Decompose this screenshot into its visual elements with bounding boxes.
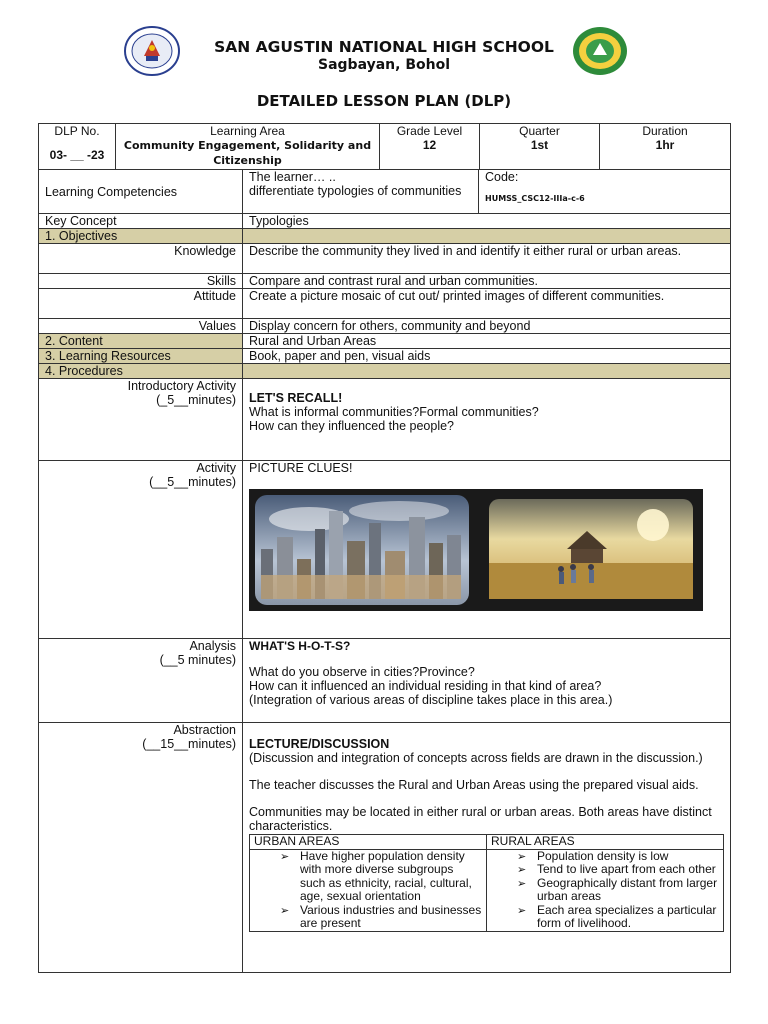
- activity-time: (__5__minutes): [149, 475, 236, 489]
- rural-header: RURAL AREAS: [487, 835, 724, 850]
- code-value: HUMSS_CSC12-IIIa-c-6: [485, 194, 585, 203]
- competencies-line2: differentiate typologies of communities: [249, 184, 462, 198]
- abstraction-content: [243, 723, 731, 973]
- school-name: SAN AGUSTIN NATIONAL HIGH SCHOOL: [214, 38, 554, 56]
- analysis-heading: WHAT'S H-O-T-S?: [249, 639, 351, 653]
- knowledge-value: Describe the community they lived in and identify it either rural or urban areas.: [243, 244, 731, 274]
- objectives-section-label: 1. Objectives: [39, 229, 243, 244]
- intro-activity-content: [243, 379, 731, 461]
- abstraction-p1: (Discussion and integration of concepts across fields are drawn in the discussion.): [249, 751, 703, 765]
- values-label: Values: [39, 319, 243, 334]
- code-cell: [479, 170, 731, 214]
- resources-label: 3. Learning Resources: [39, 349, 243, 364]
- learning-area-value: Community Engagement, Solidarity and Citizenship: [123, 139, 372, 167]
- lesson-plan-table: [38, 169, 731, 973]
- analysis-content: [243, 639, 731, 723]
- analysis-row: [39, 639, 731, 723]
- key-concept-label: Key Concept: [39, 214, 243, 229]
- lesson-info-table: [38, 123, 731, 170]
- code-label: Code:: [485, 170, 519, 184]
- procedures-section-row: [39, 364, 731, 379]
- abstraction-p3: Communities may be located in either rural or urban areas. Both areas have distinct characteristics.: [249, 805, 712, 833]
- analysis-line3: (Integration of various areas of discipline takes place in this area.): [249, 693, 613, 707]
- learning-area-cell: [116, 124, 380, 170]
- abstraction-label: Abstraction: [173, 723, 236, 737]
- knowledge-label: Knowledge: [39, 244, 243, 274]
- intro-line1: What is informal communities?Formal communities?: [249, 405, 539, 419]
- grade-level-value: 12: [422, 138, 437, 152]
- attitude-value: Create a picture mosaic of cut out/ printed images of different communities.: [243, 289, 731, 319]
- competencies-value: [243, 170, 479, 214]
- competencies-label: Learning Competencies: [39, 170, 243, 214]
- competencies-line1: The learner… ..: [249, 170, 336, 184]
- school-address: Sagbayan, Bohol: [318, 57, 450, 73]
- rural-field-image: [483, 489, 703, 611]
- list-item: ➢ Various industries and businesses are present: [300, 904, 482, 931]
- intro-line2: How can they influenced the people?: [249, 419, 455, 433]
- objectives-section-blank: [243, 229, 731, 244]
- procedures-section-blank: [243, 364, 731, 379]
- grade-level-cell: [380, 124, 480, 170]
- urban-rural-table: [249, 834, 724, 932]
- content-value: Rural and Urban Areas: [243, 334, 731, 349]
- document-header: [0, 0, 768, 120]
- resources-row: [39, 349, 731, 364]
- picture-clues: [249, 489, 724, 611]
- list-item: ➢ Have higher population density with more diverse subgroups such as ethnicity, racial, cultural, age, sexual orientation: [300, 850, 482, 904]
- urban-list: [254, 850, 482, 931]
- list-item: ➢ Each area specializes a particular form of livelihood.: [537, 904, 719, 931]
- document-title: DETAILED LESSON PLAN (DLP): [256, 92, 512, 110]
- analysis-label: Analysis: [189, 639, 236, 653]
- activity-label: Activity: [196, 461, 236, 475]
- content-label: 2. Content: [39, 334, 243, 349]
- activity-heading: PICTURE CLUES!: [249, 461, 353, 475]
- abstraction-heading: LECTURE/DISCUSSION: [249, 737, 390, 751]
- attitude-label: Attitude: [39, 289, 243, 319]
- content-row: [39, 334, 731, 349]
- abstraction-label-cell: [39, 723, 243, 973]
- analysis-label-cell: [39, 639, 243, 723]
- list-item: ➢ Population density is low: [537, 850, 719, 864]
- key-concept-row: [39, 214, 731, 229]
- key-concept-value: Typologies: [243, 214, 731, 229]
- quarter-cell: [480, 124, 600, 170]
- skills-value: Compare and contrast rural and urban communities.: [243, 274, 731, 289]
- resources-value: Book, paper and pen, visual aids: [243, 349, 731, 364]
- analysis-time: (__5 minutes): [159, 653, 236, 667]
- list-item: ➢ Tend to live apart from each other: [537, 863, 719, 877]
- list-item: ➢ Geographically distant from larger urban areas: [537, 877, 719, 904]
- intro-heading: LET'S RECALL!: [249, 391, 343, 405]
- intro-activity-row: [39, 379, 731, 461]
- urban-header: URBAN AREAS: [250, 835, 487, 850]
- quarter-value: 1st: [530, 138, 549, 152]
- learning-area-label: Learning Area: [210, 124, 285, 138]
- abstraction-time: (__15__minutes): [142, 737, 236, 751]
- intro-activity-label: Introductory Activity: [127, 379, 236, 393]
- urban-list-cell: [250, 849, 487, 931]
- intro-activity-label-cell: [39, 379, 243, 461]
- grade-level-label: Grade Level: [396, 124, 463, 138]
- duration-cell: [600, 124, 731, 170]
- knowledge-row: [39, 244, 731, 274]
- duration-label: Duration: [642, 124, 688, 138]
- activity-content: [243, 461, 731, 639]
- values-row: [39, 319, 731, 334]
- activity-row: [39, 461, 731, 639]
- rural-list: [491, 850, 719, 931]
- competencies-row: [39, 170, 731, 214]
- skills-row: [39, 274, 731, 289]
- analysis-line1: What do you observe in cities?Province?: [249, 665, 475, 679]
- analysis-line2: How can it influenced an individual residing in that kind of area?: [249, 679, 602, 693]
- quarter-label: Quarter: [519, 124, 560, 138]
- dlp-number-cell: [39, 124, 116, 170]
- duration-value: 1hr: [655, 138, 675, 152]
- abstraction-row: [39, 723, 731, 973]
- attitude-row: [39, 289, 731, 319]
- dlp-label: DLP No.: [54, 124, 100, 138]
- city-skyline-image: [249, 489, 483, 611]
- rural-list-cell: [487, 849, 724, 931]
- procedures-section-label: 4. Procedures: [39, 364, 243, 379]
- values-value: Display concern for others, community and beyond: [243, 319, 731, 334]
- intro-activity-time: (_5__minutes): [156, 393, 236, 407]
- abstraction-p2: The teacher discusses the Rural and Urban Areas using the prepared visual aids.: [249, 778, 699, 792]
- dlp-value: 03- __ -23: [49, 148, 105, 162]
- skills-label: Skills: [39, 274, 243, 289]
- activity-label-cell: [39, 461, 243, 639]
- objectives-section-row: [39, 229, 731, 244]
